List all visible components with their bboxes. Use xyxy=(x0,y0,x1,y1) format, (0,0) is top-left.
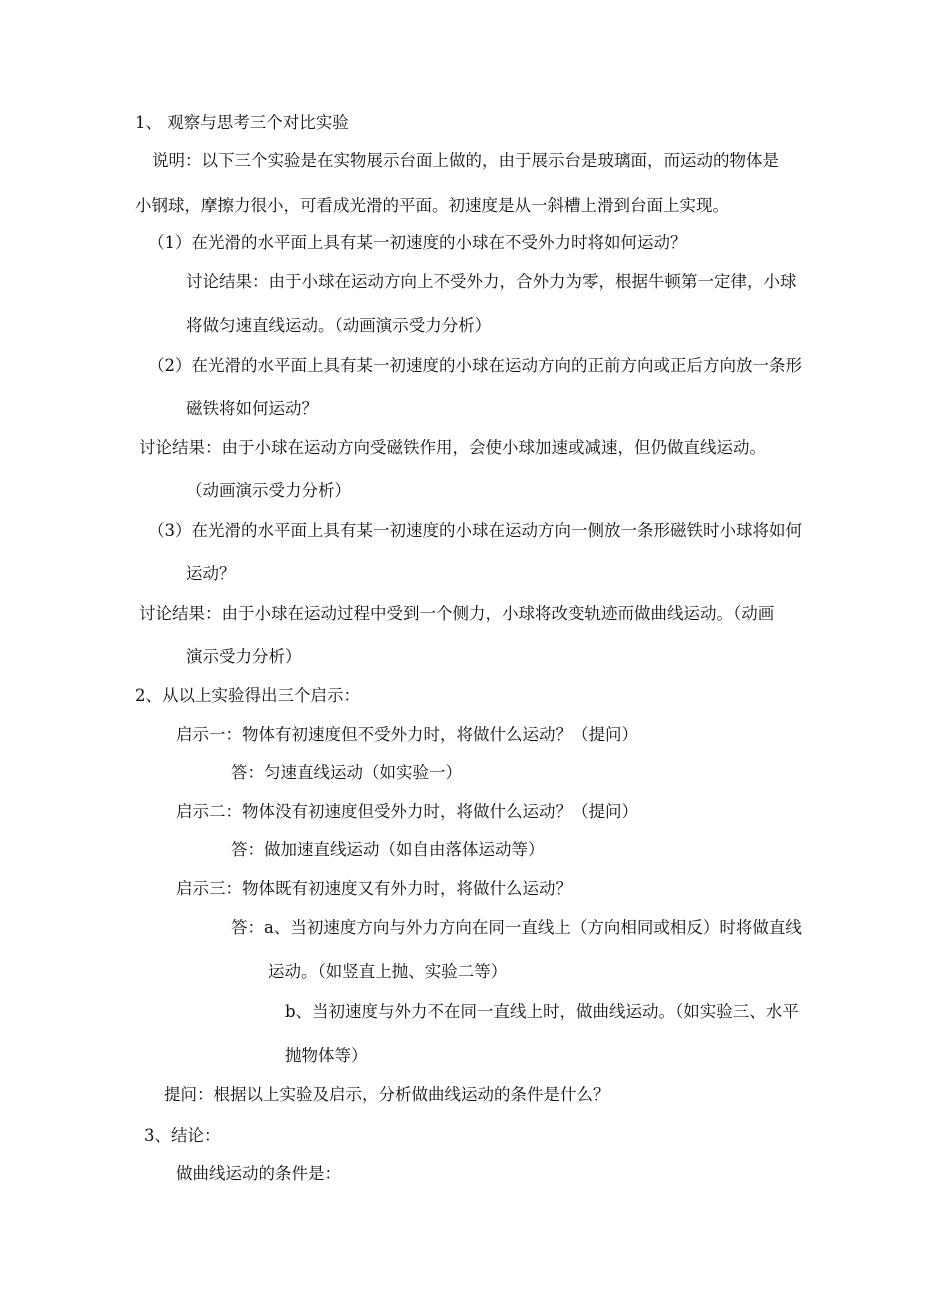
answer-1: 答：匀速直线运动（如实验一） xyxy=(231,763,462,782)
insight-1: 启示一：物体有初速度但不受外力时，将做什么运动？（提问） xyxy=(176,725,638,744)
insight-2: 启示二：物体没有初速度但受外力时，将做什么运动？（提问） xyxy=(176,802,638,821)
answer-3b: b、当初速度与外力不在同一直线上时，做曲线运动。（如实验三、水平 xyxy=(285,1002,799,1021)
answer-2: 答：做加速直线运动（如自由落体运动等） xyxy=(231,840,545,859)
insight-3: 启示三：物体既有初速度又有外力时，将做什么运动？ xyxy=(176,879,572,898)
conclusion-line: 做曲线运动的条件是： xyxy=(176,1164,341,1183)
section-1-heading: 1、 观察与思考三个对比实验 xyxy=(135,113,349,132)
paragraph-line: 运动？ xyxy=(186,564,236,583)
experiment-1-question: （1）在光滑的水平面上具有某一初速度的小球在不受外力时将如何运动？ xyxy=(148,233,687,252)
paragraph-line: 演示受力分析） xyxy=(186,647,302,666)
section-2-heading: 2、从以上实验得出三个启示： xyxy=(135,686,360,705)
discussion-result: 讨论结果：由于小球在运动方向受磁铁作用，会使小球加速或减速，但仍做直线运动。 xyxy=(139,438,766,457)
answer-3a: 答：a、当初速度方向与外力方向在同一直线上（方向相同或相反）时将做直线 xyxy=(231,918,802,937)
paragraph-line: 运动。（如竖直上抛、实验二等） xyxy=(268,962,508,981)
experiment-3-question: （3）在光滑的水平面上具有某一初速度的小球在运动方向一侧放一条形磁铁时小球将如何 xyxy=(148,521,802,540)
paragraph-line: 说明：以下三个实验是在实物展示台面上做的，由于展示台是玻璃面，而运动的物体是 xyxy=(152,151,779,170)
discussion-result: 讨论结果：由于小球在运动方向上不受外力，合外力为零，根据牛顿第一定律，小球 xyxy=(186,272,797,291)
section-3-heading: 3、结论： xyxy=(144,1126,221,1145)
paragraph-line: 将做匀速直线运动。（动画演示受力分析） xyxy=(186,316,492,335)
paragraph-line: （动画演示受力分析） xyxy=(186,481,351,500)
question-prompt: 提问：根据以上实验及启示，分析做曲线运动的条件是什么？ xyxy=(164,1085,610,1104)
paragraph-line: 磁铁将如何运动？ xyxy=(186,399,318,418)
discussion-result: 讨论结果：由于小球在运动过程中受到一个侧力，小球将改变轨迹而做曲线运动。（动画 xyxy=(139,604,775,623)
paragraph-line: 抛物体等） xyxy=(285,1046,368,1065)
paragraph-line: 小钢球，摩擦力很小，可看成光滑的平面。初速度是从一斜槽上滑到台面上实现。 xyxy=(135,196,729,215)
experiment-2-question: （2）在光滑的水平面上具有某一初速度的小球在运动方向的正前方向或正后方向放一条形 xyxy=(148,356,802,375)
